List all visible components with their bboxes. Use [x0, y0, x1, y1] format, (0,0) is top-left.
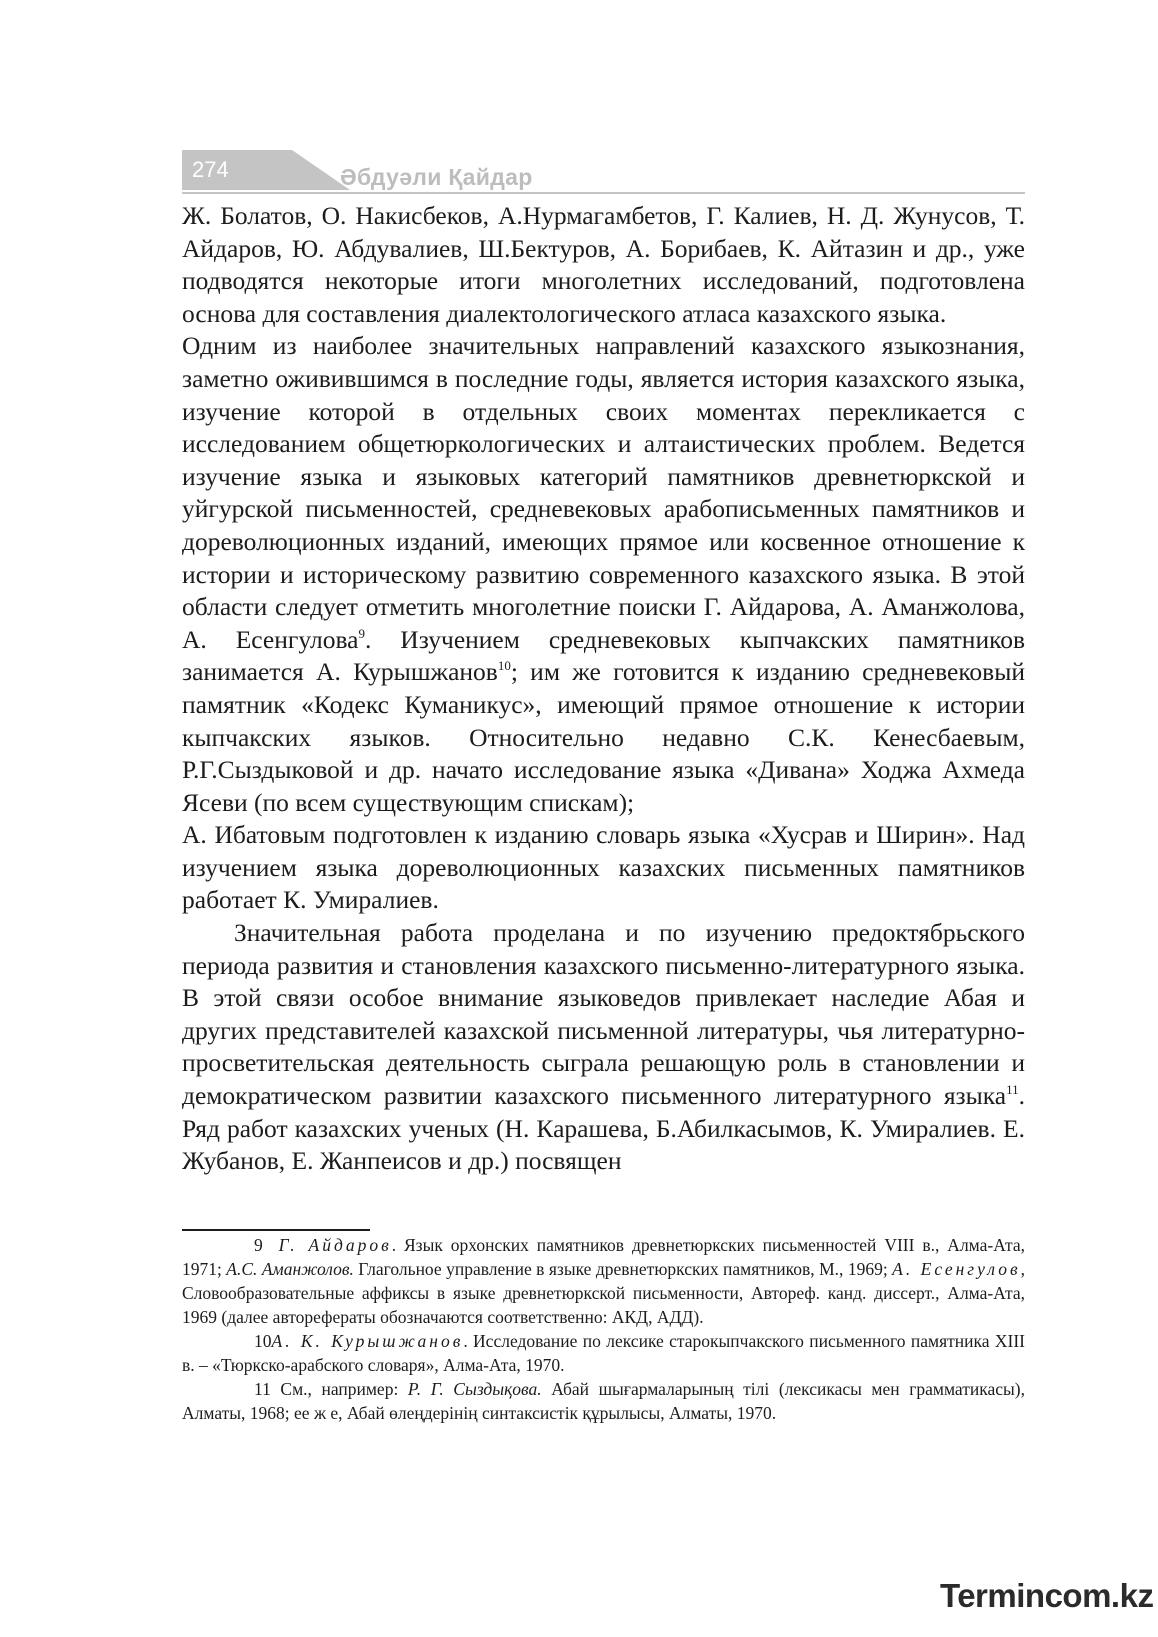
site-watermark: Termincom.kz [940, 1577, 1154, 1614]
paragraph-4: Значительная работа проделана и по изучению предоктябрьского периода развития и становления казахского письменно-литературного языка. В этой связи особое внимание языковедов привлекает наследие Абая и других представителей казахской письменной литературы, чья литературно-просветительская деятельность сыграла решающую роль в становлении и демократическом развитии казахского письменного литературного языка$^{11}$. Ряд работ казахских ученых (Н. Карашева, Б.Абилкасымов, К. Умиралиев. Е. Жубанов, Е. Жанпеисов и др.) посвящен [182, 918, 1025, 1176]
paragraph-2: Одним из наиболее значительных направлений казахского языкознания, заметно оживившимся в последние годы, является история казахского языка, изучение которой в отдельных своих моментах перекликается с исследованием общетюркологических и алтаистических проблем. Ведется изучение языка и языковых категорий памятников древнетюркской и уйгурской письменностей, средневековых арабописьменных памятников и дореволюционных изданий, имеющих прямое или косвенное отношение к истории и историческому развитию современного казахского языка. В этой области следует отметить многолетние поиски Г. Айдарова, А. Аманжолова, А. Есенгулова$^9$. Изучением средневековых кыпчакских памятников занимается А. Курышжанов$^{10}$; им же готовится к изданию средневековый памятник «Кодекс Куманикус», имеющий прямое отношение к истории кыпчакских языков. Относительно недавно С.К. Кенесбаевым, Р.Г.Сыздыковой и др. начато исследование языка «Дивана» Ходжа Ахмеда Ясеви (по всем существующим спискам); [182, 331, 1025, 817]
header-wedge-decoration [270, 150, 350, 190]
paragraph-3: А. Ибатовым подготовлен к изданию словарь языка «Хусрав и Ширин». Над изучением языка дореволюционных казахских письменных памятников работает К. Умиралиев. [182, 820, 1025, 915]
footnote-separator [182, 1229, 370, 1231]
footnotes [182, 1233, 1025, 1425]
footnote-9: 9 Г. Айдаров. Язык орхонских памятников древнетюркских письменностей VIII в., Алма-Ата, 1971; А.С. Аманжолов. Глагольное управление в языке древнетюркских памятников, М., 1969; А. Есенгулов, Словообразовательные аффиксы в языке древнетюркской письменности, Автореф. канд. диссерт., Алма-Ата, 1969 (далее авторефераты обозначаются соответственно: АКД, АДД). [182, 1235, 1026, 1327]
running-header [182, 150, 1025, 194]
main-text [182, 200, 1025, 1178]
header-author: Әбдуәли Қайдар [340, 164, 533, 190]
footnote-10: 10А. К. Курышжанов. Исследование по лексике старокыпчакского письменного памятника XIII в. – «Тюркско-арабского словаря», Алма-Ата, 1970. [182, 1331, 1026, 1375]
header-rule [182, 192, 1025, 194]
footnote-ref-10[interactable]: 10 [497, 658, 511, 674]
footnote-11: 11 См., например: Р. Г. Сыздықова. Абай шығармаларының тілі (лексикасы мен грамматикасы), Алматы, 1968; ее ж е, Абай өлеңдерінің синтаксистік құрылысы, Алматы, 1970. [182, 1379, 1025, 1423]
footnote-ref-11[interactable]: 11 [1006, 1082, 1019, 1098]
paragraph-1: Ж. Болатов, О. Накисбеков, А.Нурмагамбетов, Г. Калиев, Н. Д. Жунусов, Т. Айдаров, Ю. Абдувалиев, Ш.Бектуров, А. Борибаев, К. Айтазин и др., уже подводятся некоторые итоги многолетних исследований, подготовлена основа для составления диалектологического атласа казахского языка. [182, 201, 1025, 328]
page-number: 274 [182, 150, 270, 190]
footnote-ref-9[interactable]: 9 [358, 625, 365, 641]
